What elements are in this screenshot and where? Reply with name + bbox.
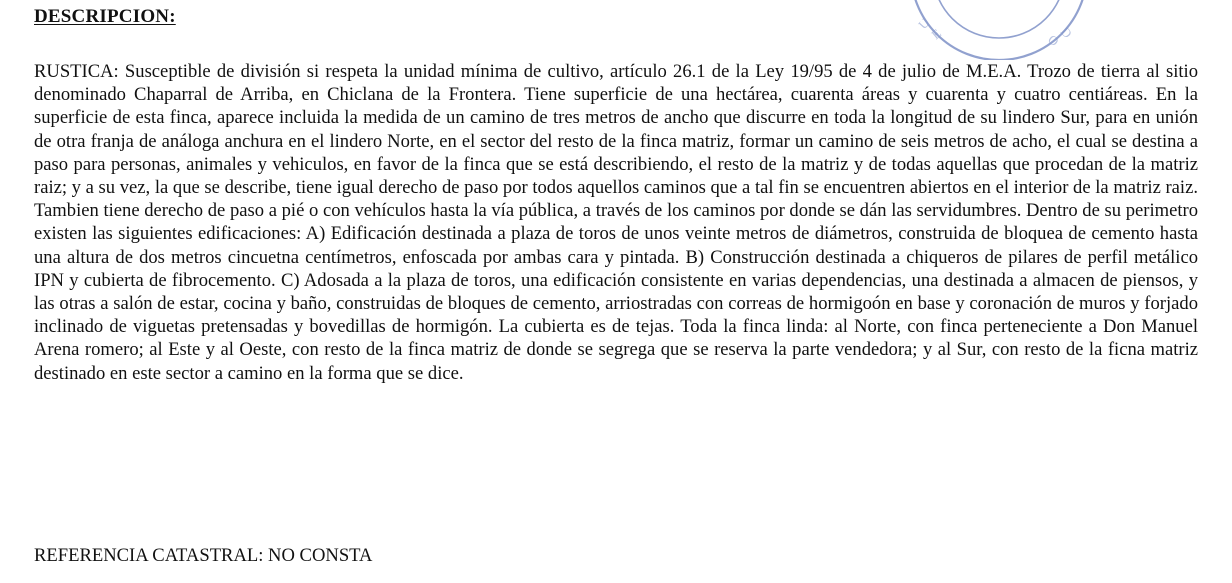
svg-text:D: D (1057, 23, 1076, 41)
registry-seal-stamp (884, 0, 1114, 60)
svg-text:E: E (928, 25, 945, 43)
svg-text:O: O (1045, 31, 1062, 50)
svg-text:U: U (915, 14, 933, 33)
property-description-text: RUSTICA: Susceptible de división si respeta la unidad mínima de cultivo, artículo 26.1 de la Ley 19/95 de 4 de julio de M.E.A. Trozo de tierra al sitio denominado Chaparral de Arriba, en Chiclana de la Frontera. Tiene superficie de una hectárea, cuarenta áreas y cuarenta y cuatro centiáreas. En la superficie de esta finca, aparece incluida la medida de un camino de tres metros de ancho que discurre en toda la longitud de su lindero Sur, para en unión de otra franja de análoga anchura en el lindero Norte, en el sector del resto de la finca matriz, formar un camino de seis metros de acho, el cual se destina a paso para personas, animales y vehiculos, en favor de la finca que se está describiendo, el resto de la matriz y de todas aquellas que procedan de la matriz raiz; y a su vez, la que se describe, tiene igual derecho de paso por todos aquellos caminos que a tal fin se encuentren abiertos en el interior de la matriz raiz. Tambien tiene derecho de paso a pié o con vehículos hasta la vía pública, a través de los caminos por donde se dán las servidumbres. Dentro de su perimetro existen las siguientes edificaciones: A) Edificación destinada a plaza de toros de unos veinte metros de diámetros, construida de bloquea de cemento hasta una altura de dos metros cincuetna centímetros, enfoscada por ambas cara y pintada. B) Construcción destinada a chiqueros de pilares de perfil metálico IPN y cubierta de fibrocemento. C) Adosada a la plaza de toros, una edificación consistente en varias dependencias, una destinada a almacen de piensos, y las otras a salón de estar, cocina y baño, construidas de bloques de cemento, arriostradas con correas de hormigoón en base y coronación de muros y forjado inclinado de viguetas pretensadas y bovedillas de hormigón. La cubierta es de tejas. Toda la finca linda: al Norte, con finca perteneciente a Don Manuel Arena romero; al Este y al Oeste, con resto de la finca matriz de donde se segrega que se reserva la parte vendedora; y al Sur, con resto de la ficna matriz destinado en este sector a camino en la forma que se dice. (34, 61, 1198, 384)
section-heading: DESCRIPCION: (34, 6, 176, 27)
cadastral-reference: REFERENCIA CATASTRAL: NO CONSTA (34, 545, 373, 566)
